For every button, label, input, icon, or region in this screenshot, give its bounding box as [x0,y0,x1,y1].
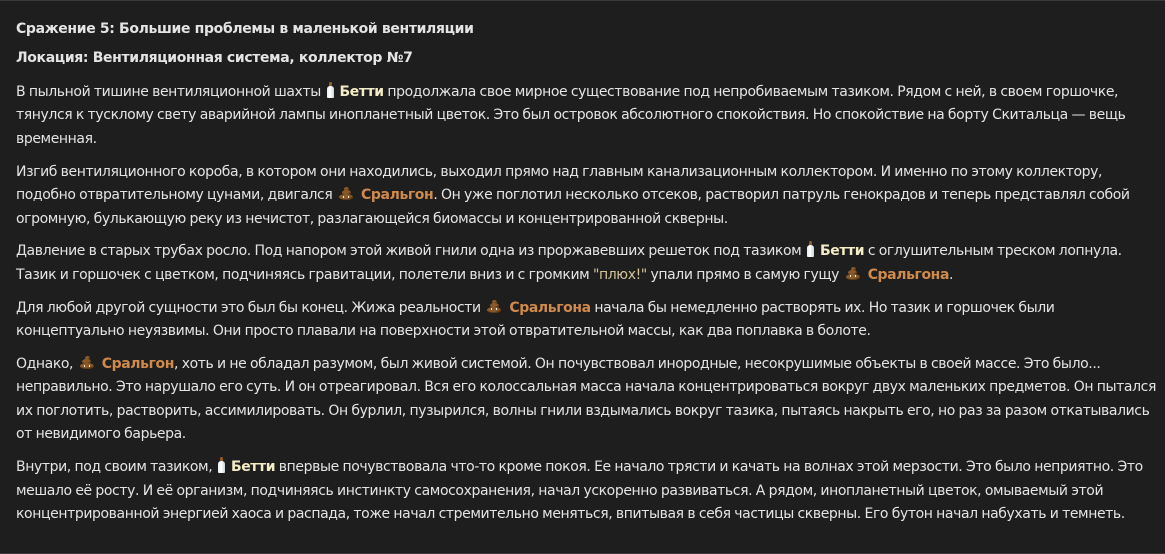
character-name: Сральгона [867,266,949,283]
character-tag-betty [805,243,864,259]
paragraph-text: Давление в старых трубах росло. Под напором этой живой гнили одна из проржавевших решеток под тазиком [16,243,802,260]
paragraph-text: Изгиб вентиляционного короба, в котором они находились, выходил прямо над главным канализационным коллектором. И именно по этому коллектору, подобно отвратительному цунами, двигался [16,163,1103,204]
character-name: Сральгона [509,299,591,316]
location-label: Локация: Вентиляционная система, коллектор №7 [16,50,413,66]
character-name: Сральгон [101,356,175,373]
paragraph-text: Для любой другой сущности это был бы конец. Жижа реальности [16,299,481,316]
character-tag-betty [216,459,275,475]
paragraph-text: В пыльной тишине вентиляционной шахты [16,84,321,100]
paragraph-text: продолжала свое мирное существование под непробиваемым тазиком. Рядом с ней, в своем горшочке, тянулся к тусклому свету аварийной лампы инопланетный цветок. Это был островок абсолютного спокойствия. Но спокойствие на борту Скитальца — вещь временная. [16,84,1126,147]
story-paragraph-6 [16,456,1156,526]
sound-effect: "плюх!" [592,266,647,283]
paragraph-text: . Он уже поглотил несколько отсеков, растворил патруль генокрадов и теперь представлял собой огромную, булькающую реку из нечистот, разлагающейся биомассы и концентрированной скверны. [16,187,1130,227]
character-name: Бетти [819,243,865,260]
poop-icon [487,300,501,313]
poop-icon [80,356,94,369]
character-name: Бетти [230,459,276,476]
story-paragraph-4 [16,297,1156,344]
character-name: Бетти [339,84,384,100]
story-paragraph-2 [16,161,1156,231]
story-paragraph-3 [16,240,1156,287]
character-tag-sralgon [484,300,590,316]
paragraph-text: . [949,266,954,283]
character-tag-sralgon [77,356,174,372]
paragraph-text: Внутри, под своим тазиком, [16,459,213,476]
story-content [16,15,1156,536]
poop-icon [339,187,353,200]
paragraph-text: , хоть и не обладал разумом, был живой системой. Он почувствовал инородные, несокрушимые объекты в своей массе. Это было... неправильно. Это нарушало его суть. И он отреагировал. Вся его колоссальная масса начала концентрироваться вокруг двух маленьких предметов. Он пытался их поглотить, растворить, ассимилировать. Он бурлил, пузырился, волны гнили вздымались вокруг тазика, пытаясь накрыть его, но раз за разом откатывались от невидимого барьера. [16,356,1156,443]
milk-bottle-icon [218,457,226,473]
poop-icon [846,267,860,280]
paragraph-text: упали прямо в самую гущу [646,266,840,283]
battle-title: Сражение 5: Большие проблемы в маленькой вентиляции [16,21,474,37]
character-name: Сральгон [361,187,434,204]
character-tag-sralgon [843,267,949,283]
story-paragraph-1 [16,81,1156,151]
milk-bottle-icon [327,82,335,98]
story-paragraph-5 [16,353,1156,447]
paragraph-text: впервые почувствовала что-то кроме покоя. Ее начало трясти и качать на волнах этой мерзости. Это было неприятно. Это мешало её росту. И её организм, подчиняясь инстинкту самосохранения, начал ускоренно развиваться. А рядом, инопланетный цветок, омываемый этой концентрированной энергией хаоса и распада, тоже начал стремительно меняться, впитывая в себя частицы скверны. Его бутон начал набухать и темнеть. [16,459,1143,522]
character-tag-betty [325,84,384,100]
paragraph-text: начала бы немедленно растворять их. Но тазик и горшочек были концептуально неуязвимы. Они просто плавали на поверхности этой отвратительной массы, как два поплавка в болоте. [16,299,1055,340]
character-tag-sralgon [336,187,433,203]
paragraph-text: с оглушительным треском лопнула. Тазик и горшочек с цветком, подчиняясь гравитации, полетели вниз и с громким [16,243,1122,283]
paragraph-text: Однако, [16,356,74,373]
milk-bottle-icon [807,241,815,257]
